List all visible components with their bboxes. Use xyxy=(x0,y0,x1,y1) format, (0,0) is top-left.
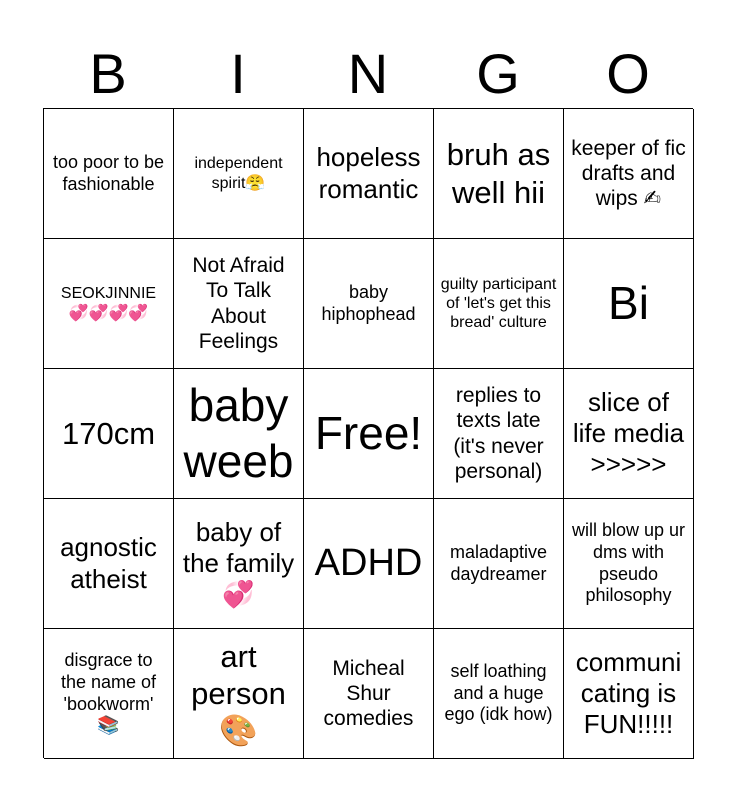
bingo-cell[interactable]: Bi xyxy=(564,239,694,369)
header-letter-n: N xyxy=(347,42,389,105)
bingo-cell[interactable]: Not Afraid To Talk About Feelings xyxy=(174,239,304,369)
bingo-cell[interactable]: slice of life media >>>>> xyxy=(564,369,694,499)
bingo-cell[interactable]: art person 🎨 xyxy=(174,629,304,759)
bingo-cell[interactable]: keeper of fic drafts and wips ✍ xyxy=(564,109,694,239)
bingo-header xyxy=(43,40,693,108)
bingo-cell[interactable]: 170cm xyxy=(44,369,174,499)
bingo-free-cell[interactable]: Free! xyxy=(304,369,434,499)
header-letter-g: G xyxy=(476,42,520,105)
header-letter-i: I xyxy=(230,42,246,105)
header-letter-b: B xyxy=(89,42,127,105)
bingo-cell[interactable]: hopeless romantic xyxy=(304,109,434,239)
bingo-cell[interactable]: maladaptive daydreamer xyxy=(434,499,564,629)
bingo-cell[interactable]: SEOKJINNIE 💞💞💞💞 xyxy=(44,239,174,369)
bingo-cell[interactable]: too poor to be fashionable xyxy=(44,109,174,239)
bingo-cell[interactable]: independent spirit😤 xyxy=(174,109,304,239)
bingo-cell[interactable]: Micheal Shur comedies xyxy=(304,629,434,759)
bingo-cell[interactable]: guilty participant of 'let's get this bread' culture xyxy=(434,239,564,369)
bingo-cell[interactable]: agnostic atheist xyxy=(44,499,174,629)
bingo-cell[interactable]: communicating is FUN!!!!! xyxy=(564,629,694,759)
bingo-cell[interactable]: replies to texts late (it's never personal) xyxy=(434,369,564,499)
bingo-cell[interactable]: will blow up ur dms with pseudo philosophy xyxy=(564,499,694,629)
bingo-cell[interactable]: baby hiphophead xyxy=(304,239,434,369)
bingo-cell[interactable]: self loathing and a huge ego (idk how) xyxy=(434,629,564,759)
header-letter-o: O xyxy=(606,42,650,105)
bingo-cell[interactable]: bruh as well hii xyxy=(434,109,564,239)
bingo-cell[interactable]: baby of the family 💞 xyxy=(174,499,304,629)
bingo-board xyxy=(43,108,693,758)
bingo-cell[interactable]: baby weeb xyxy=(174,369,304,499)
bingo-cell[interactable]: ADHD xyxy=(304,499,434,629)
bingo-cell[interactable]: disgrace to the name of 'bookworm' 📚 xyxy=(44,629,174,759)
